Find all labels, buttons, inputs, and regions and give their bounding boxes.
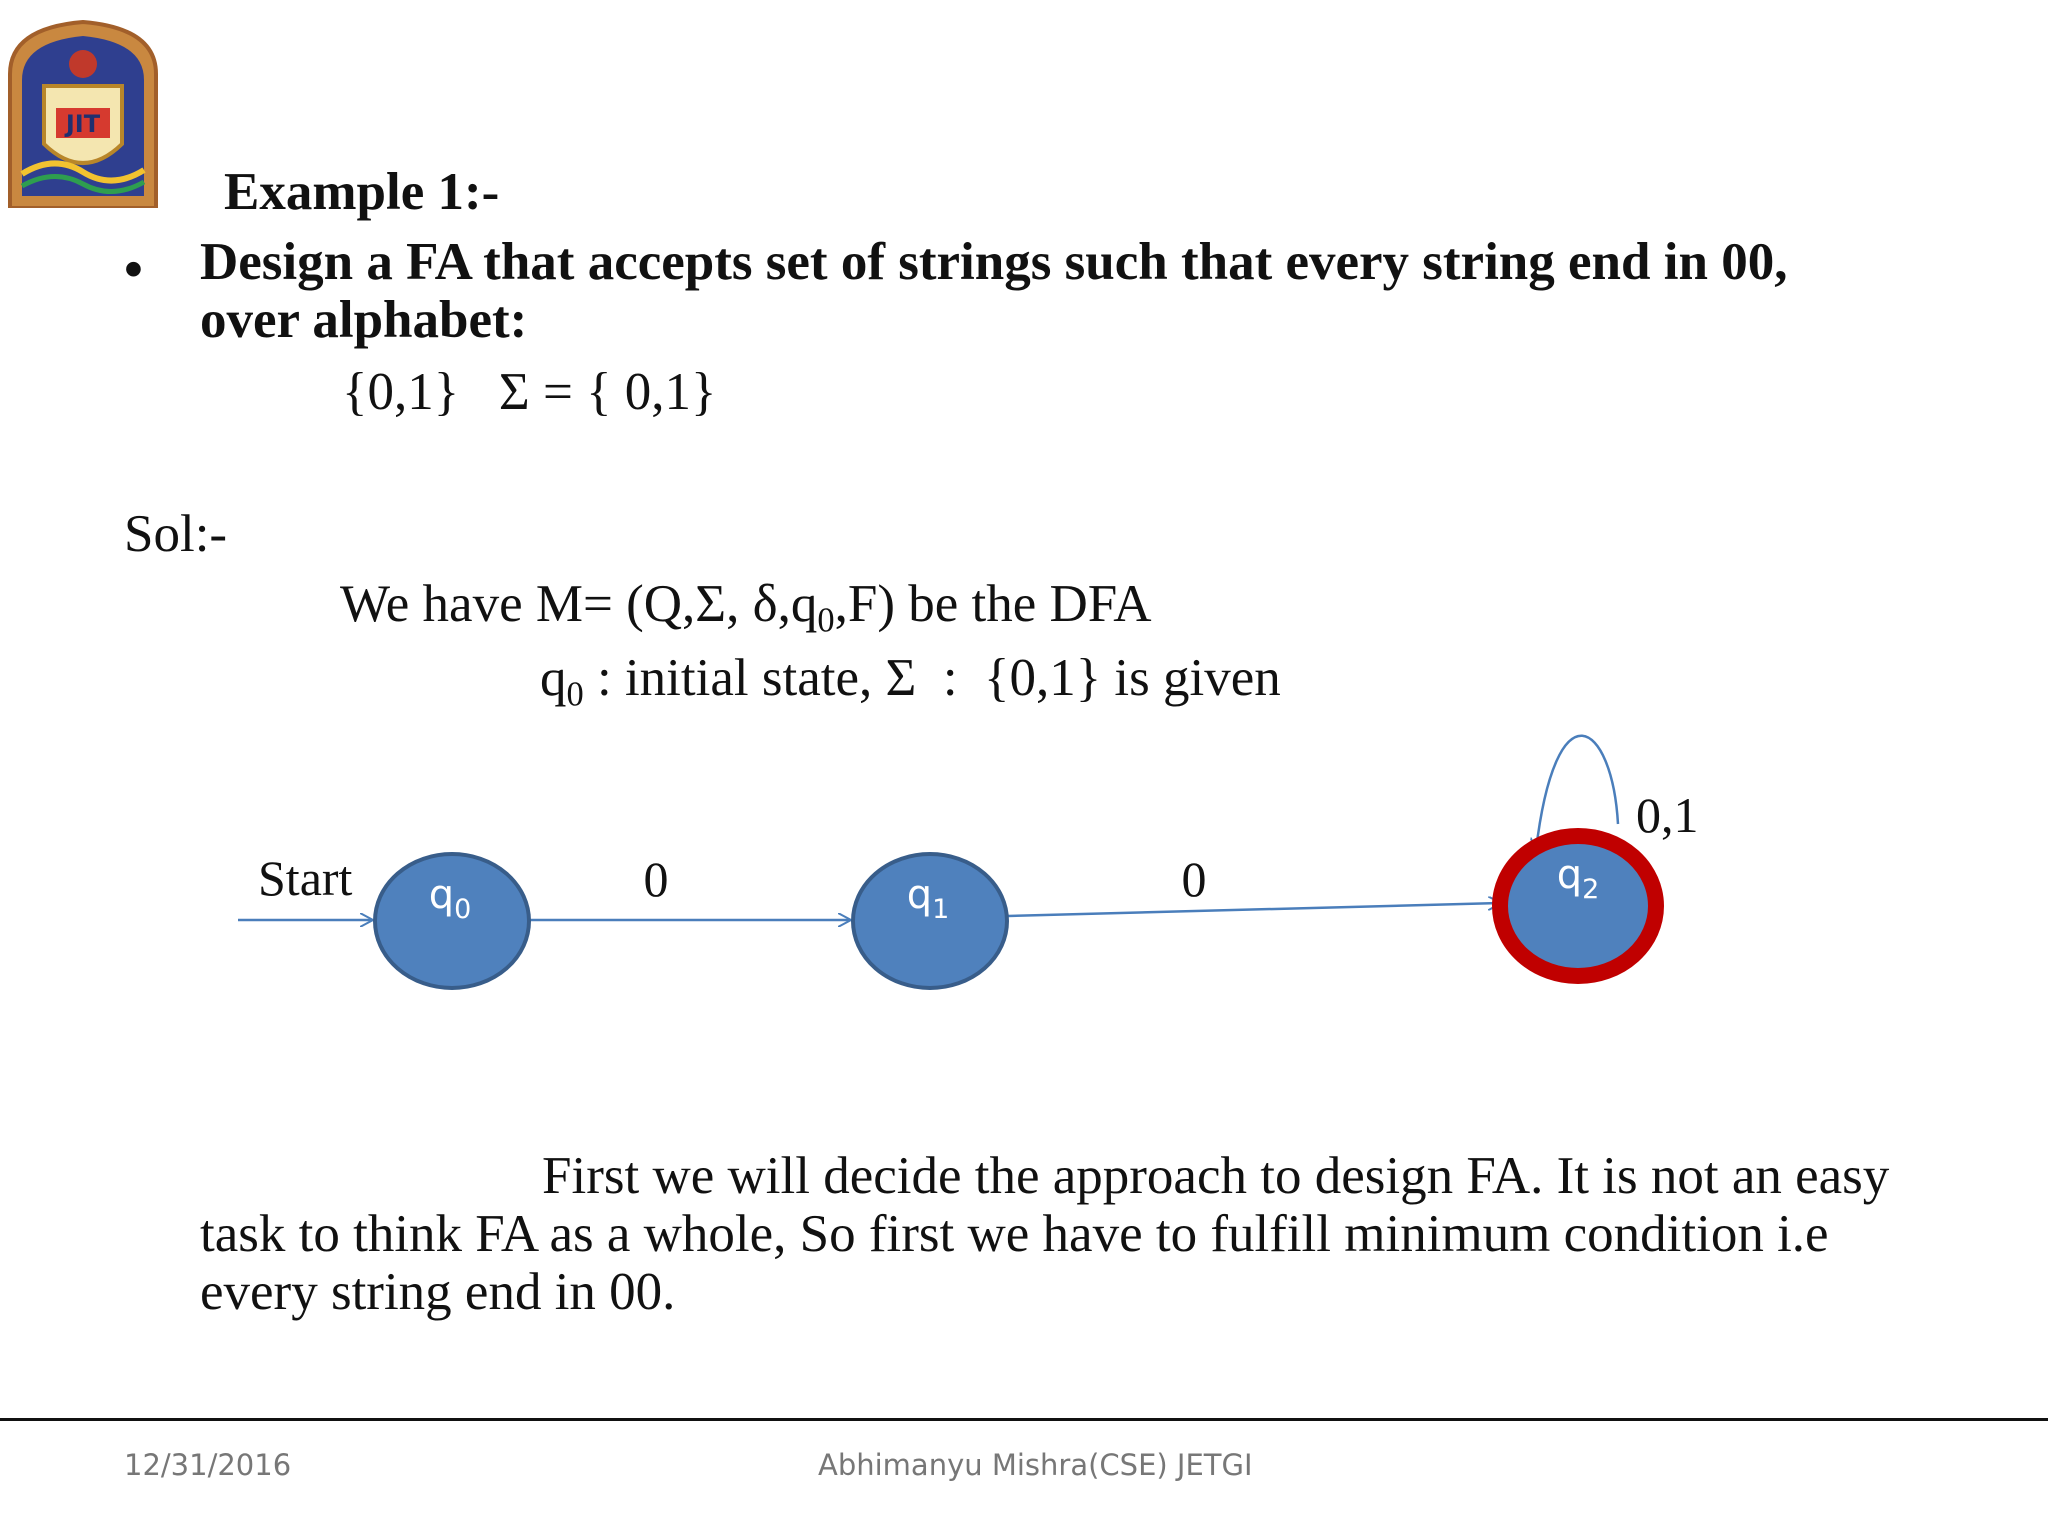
logo-text: JIT <box>65 110 101 138</box>
state-text: : initial state, Σ : {0,1} is given <box>583 649 1281 707</box>
dfa-subscript: 0 <box>817 601 835 640</box>
footer-divider <box>0 1418 2048 1421</box>
college-logo <box>4 14 162 208</box>
start-label: Start <box>258 850 353 906</box>
state-q1-name: q <box>906 872 933 918</box>
example-title: Example 1:- <box>224 163 500 221</box>
transition-q1-q2 <box>1008 903 1500 916</box>
transition-label-q1-q2: 0 <box>1181 851 1207 907</box>
state-q0-sub: 0 <box>454 894 472 925</box>
question-line-2: over alphabet: <box>200 291 528 349</box>
footer-date: 12/31/2016 <box>124 1448 292 1482</box>
dfa-definition <box>340 574 1152 640</box>
state-q2-name: q <box>1556 852 1583 898</box>
paragraph-line-2: task to think FA as a whole, So first we have to fulfill minimum condition i.e <box>200 1205 1829 1263</box>
transition-label-q2-self: 0,1 <box>1636 787 1699 843</box>
dfa-prefix: We have M= (Q,Σ, δ,q <box>340 575 818 633</box>
state-q2-accepting <box>1500 836 1656 976</box>
alphabet-line: {0,1} Σ = { 0,1} <box>342 363 717 421</box>
paragraph-line-3: every string end in 00. <box>200 1263 676 1321</box>
transition-label-q0-q1: 0 <box>643 851 669 907</box>
state-q1 <box>853 854 1007 988</box>
paragraph-line-1: First we will decide the approach to design FA. It is not an easy <box>542 1147 1890 1205</box>
footer-author: Abhimanyu Mishra(CSE) JETGI <box>818 1448 1253 1482</box>
dfa-suffix: ,F) be the DFA <box>834 575 1152 633</box>
state-q2-sub: 2 <box>1582 874 1600 905</box>
bullet-point: • <box>124 239 143 299</box>
state-q: q <box>540 649 567 707</box>
solution-label: Sol:- <box>124 505 228 563</box>
state-subscript: 0 <box>566 675 584 714</box>
state-q1-sub: 1 <box>932 894 950 925</box>
state-q0-name: q <box>428 872 455 918</box>
question-line-1: Design a FA that accepts set of strings such that every string end in 00, <box>200 233 1788 291</box>
dfa-diagram <box>0 690 2048 1020</box>
state-q0 <box>375 854 529 988</box>
